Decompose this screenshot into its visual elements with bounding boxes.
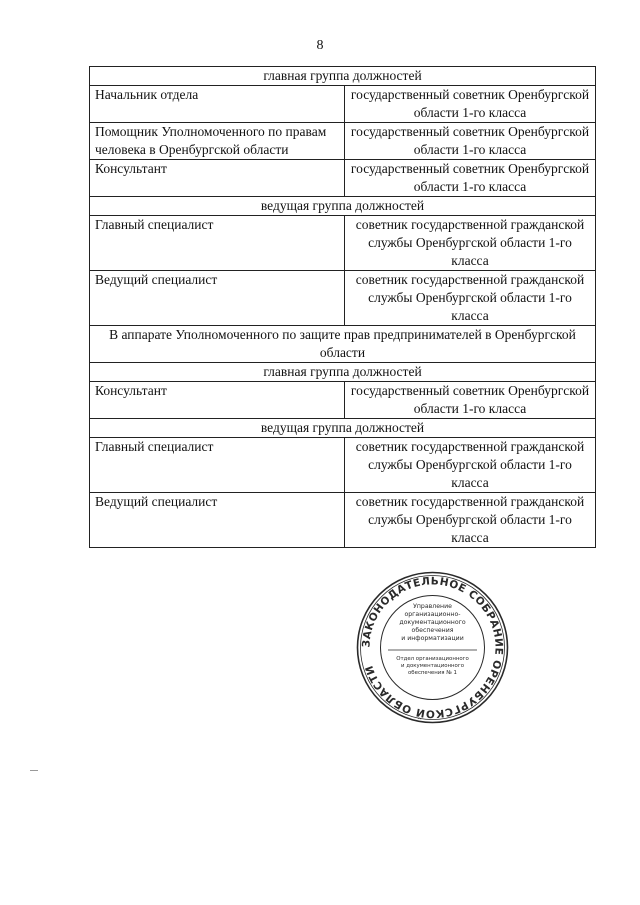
seal-inner-text bbox=[396, 603, 469, 676]
class-rank-cell: советник государственной гражданской службы Оренбургской области 1-го класса bbox=[345, 271, 596, 326]
position-title-cell: Ведущий специалист bbox=[90, 271, 345, 326]
official-seal bbox=[355, 570, 510, 725]
page-number: 8 bbox=[316, 38, 324, 53]
positions-table bbox=[89, 66, 596, 548]
position-row bbox=[90, 123, 596, 160]
group-header-cell: ведущая группа должностей bbox=[90, 419, 596, 438]
scan-artifact bbox=[30, 770, 38, 771]
seal-bottom-line: и документационного bbox=[401, 663, 464, 669]
position-title-cell: Главный специалист bbox=[90, 216, 345, 271]
seal-inner-line: организационно- bbox=[404, 611, 461, 618]
seal-inner-line: документационного bbox=[399, 619, 466, 626]
position-row bbox=[90, 271, 596, 326]
group-header-cell: главная группа должностей bbox=[90, 67, 596, 86]
seal-inner-line: и информатизации bbox=[401, 635, 464, 642]
seal-outer-text bbox=[360, 575, 504, 720]
group-header-row bbox=[90, 197, 596, 216]
position-title-cell: Начальник отдела bbox=[90, 86, 345, 123]
position-title-cell: Консультант bbox=[90, 382, 345, 419]
position-row bbox=[90, 438, 596, 493]
group-header-row bbox=[90, 363, 596, 382]
position-row bbox=[90, 493, 596, 548]
position-row bbox=[90, 216, 596, 271]
class-rank-cell: советник государственной гражданской службы Оренбургской области 1-го класса bbox=[345, 438, 596, 493]
group-header-cell: главная группа должностей bbox=[90, 363, 596, 382]
positions-table-body bbox=[90, 67, 596, 548]
position-title-cell: Главный специалист bbox=[90, 438, 345, 493]
class-rank-cell: государственный советник Оренбургской области 1-го класса bbox=[345, 382, 596, 419]
class-rank-cell: государственный советник Оренбургской области 1-го класса bbox=[345, 123, 596, 160]
class-rank-cell: государственный советник Оренбургской области 1-го класса bbox=[345, 86, 596, 123]
class-rank-cell: государственный советник Оренбургской области 1-го класса bbox=[345, 160, 596, 197]
position-row bbox=[90, 160, 596, 197]
seal-inner-line: Управление bbox=[413, 603, 452, 610]
position-row bbox=[90, 382, 596, 419]
seal-bottom-line: Отдел организационного bbox=[396, 656, 469, 662]
group-header-row bbox=[90, 67, 596, 86]
group-header-row bbox=[90, 419, 596, 438]
seal-graphic bbox=[355, 570, 510, 725]
seal-inner-line: обеспечения bbox=[411, 627, 454, 634]
position-title-cell: Ведущий специалист bbox=[90, 493, 345, 548]
group-header-row bbox=[90, 326, 596, 363]
seal-outer-textpath: ЗАКОНОДАТЕЛЬНОЕ СОБРАНИЕ ОРЕНБУРГСКОЙ ОБЛАСТИ bbox=[360, 575, 505, 720]
position-title-cell: Помощник Уполномоченного по правам человека в Оренбургской области bbox=[90, 123, 345, 160]
position-row bbox=[90, 86, 596, 123]
class-rank-cell: советник государственной гражданской службы Оренбургской области 1-го класса bbox=[345, 493, 596, 548]
position-title-cell: Консультант bbox=[90, 160, 345, 197]
group-header-cell: ведущая группа должностей bbox=[90, 197, 596, 216]
seal-bottom-line: обеспечения № 1 bbox=[408, 670, 457, 676]
class-rank-cell: советник государственной гражданской службы Оренбургской области 1-го класса bbox=[345, 216, 596, 271]
group-header-cell: В аппарате Уполномоченного по защите прав предпринимателей в Оренбургской области bbox=[90, 326, 596, 363]
